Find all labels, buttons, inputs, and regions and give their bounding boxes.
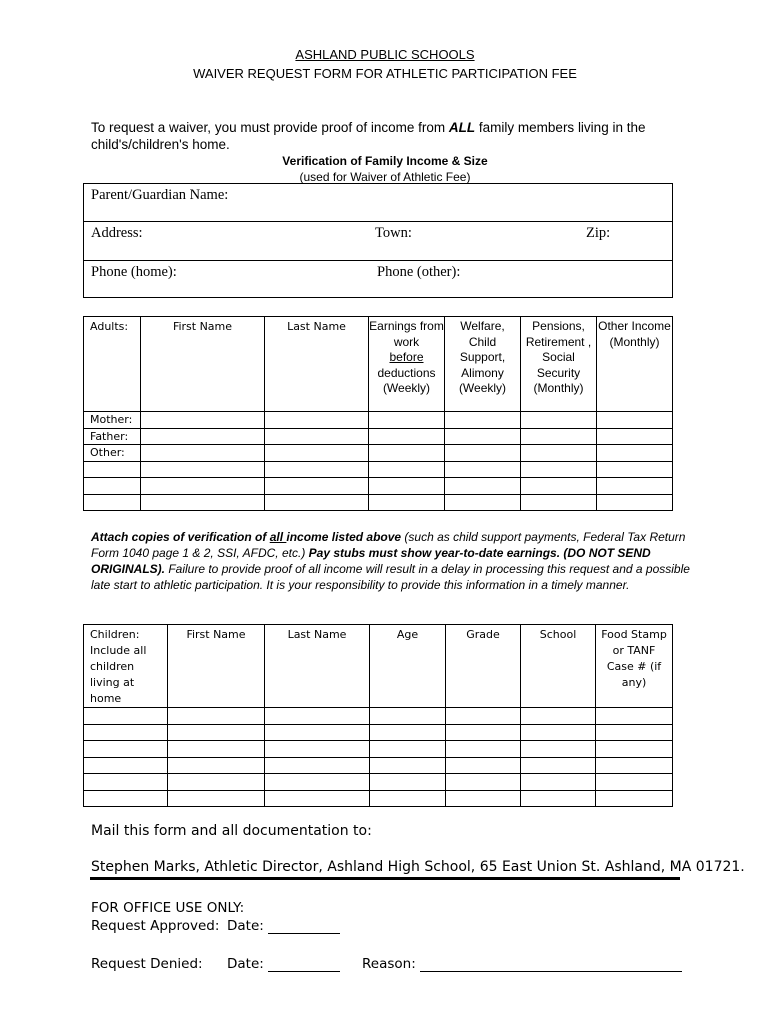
adults-header-row bbox=[84, 317, 673, 412]
adult-cell[interactable] bbox=[521, 478, 597, 495]
adults-income-table bbox=[83, 316, 673, 511]
adult-row-label: Mother: bbox=[84, 412, 141, 429]
adult-cell[interactable] bbox=[369, 494, 445, 511]
adult-cell[interactable] bbox=[369, 461, 445, 478]
child-cell[interactable] bbox=[168, 790, 265, 807]
adult-cell[interactable] bbox=[445, 478, 521, 495]
child-row bbox=[84, 708, 673, 725]
child-cell[interactable] bbox=[265, 790, 370, 807]
form-title: ASHLAND PUBLIC SCHOOLS bbox=[295, 47, 475, 62]
adult-row bbox=[84, 494, 673, 511]
adult-cell[interactable] bbox=[597, 412, 673, 429]
child-cell[interactable] bbox=[168, 724, 265, 741]
food-stamp-header: Food Stamp or TANF Case # (if any) bbox=[596, 625, 673, 708]
child-cell[interactable] bbox=[370, 741, 446, 758]
child-cell[interactable] bbox=[446, 724, 521, 741]
approved-date[interactable] bbox=[227, 918, 340, 934]
earnings-header-a: Earnings from work bbox=[369, 319, 444, 349]
mail-address: Stephen Marks, Athletic Director, Ashland High School, 65 East Union St. Ashland, MA 01721. bbox=[91, 859, 745, 875]
adult-cell[interactable] bbox=[369, 445, 445, 462]
attach-part3: income listed above bbox=[286, 530, 402, 544]
child-cell[interactable] bbox=[596, 724, 673, 741]
earnings-header bbox=[369, 317, 445, 412]
divider bbox=[90, 877, 680, 880]
adult-cell[interactable] bbox=[141, 428, 265, 445]
child-row bbox=[84, 741, 673, 758]
adults-table-body bbox=[84, 412, 673, 511]
adult-cell[interactable] bbox=[521, 412, 597, 429]
adult-row bbox=[84, 478, 673, 495]
intro-after: family members living in the child's/children's home. bbox=[91, 120, 646, 152]
child-cell[interactable] bbox=[84, 741, 168, 758]
adults-header: Adults: bbox=[84, 317, 141, 412]
child-cell[interactable] bbox=[84, 774, 168, 791]
child-cell[interactable] bbox=[521, 741, 596, 758]
adult-cell[interactable] bbox=[521, 461, 597, 478]
phone-other-label: Phone (other): bbox=[377, 264, 461, 280]
attach-part5: Pay stubs must show year-to-date earnings. (DO NOT SEND ORIGINALS). bbox=[91, 546, 651, 576]
denied-date-label: Date: bbox=[227, 956, 264, 972]
adult-cell[interactable] bbox=[265, 412, 369, 429]
verification-subheading: (used for Waiver of Athletic Fee) bbox=[299, 170, 471, 184]
child-cell[interactable] bbox=[596, 708, 673, 725]
school-header: School bbox=[521, 625, 596, 708]
adult-cell[interactable] bbox=[597, 445, 673, 462]
earnings-header-b: before bbox=[389, 350, 424, 364]
form-subtitle: WAIVER REQUEST FORM FOR ATHLETIC PARTICIPATION FEE bbox=[193, 66, 577, 81]
child-cell[interactable] bbox=[521, 774, 596, 791]
adult-cell[interactable] bbox=[265, 478, 369, 495]
adult-cell[interactable] bbox=[141, 494, 265, 511]
denied-label: Request Denied: bbox=[91, 956, 203, 972]
adult-row-label bbox=[84, 461, 141, 478]
intro-before: To request a waiver, you must provide proof of income from bbox=[91, 120, 449, 135]
child-cell[interactable] bbox=[84, 724, 168, 741]
adult-cell[interactable] bbox=[265, 428, 369, 445]
child-cell[interactable] bbox=[84, 757, 168, 774]
child-cell[interactable] bbox=[521, 790, 596, 807]
child-cell[interactable] bbox=[370, 724, 446, 741]
adult-row bbox=[84, 428, 673, 445]
adult-row-label: Father: bbox=[84, 428, 141, 445]
adult-cell[interactable] bbox=[445, 412, 521, 429]
children-table bbox=[83, 624, 673, 807]
adult-cell[interactable] bbox=[521, 428, 597, 445]
child-cell[interactable] bbox=[168, 708, 265, 725]
children-table-body bbox=[84, 708, 673, 807]
adult-first-name-header: First Name bbox=[141, 317, 265, 412]
child-cell[interactable] bbox=[168, 757, 265, 774]
grade-header: Grade bbox=[446, 625, 521, 708]
parent-name-field[interactable] bbox=[84, 184, 672, 222]
adult-cell[interactable] bbox=[521, 494, 597, 511]
town-label: Town: bbox=[375, 225, 412, 241]
adult-cell[interactable] bbox=[141, 478, 265, 495]
child-row bbox=[84, 724, 673, 741]
adult-cell[interactable] bbox=[597, 461, 673, 478]
child-cell[interactable] bbox=[265, 741, 370, 758]
adult-row-label bbox=[84, 478, 141, 495]
child-cell[interactable] bbox=[265, 708, 370, 725]
child-cell[interactable] bbox=[265, 757, 370, 774]
child-cell[interactable] bbox=[168, 741, 265, 758]
child-cell[interactable] bbox=[265, 724, 370, 741]
child-cell[interactable] bbox=[521, 757, 596, 774]
adult-cell[interactable] bbox=[445, 494, 521, 511]
denied-date[interactable] bbox=[227, 956, 340, 972]
adult-row bbox=[84, 412, 673, 429]
adult-cell[interactable] bbox=[445, 428, 521, 445]
intro-text bbox=[91, 119, 691, 153]
attach-part2: all bbox=[269, 530, 287, 544]
adult-cell[interactable] bbox=[597, 428, 673, 445]
adult-last-name-header: Last Name bbox=[265, 317, 369, 412]
pensions-header: Pensions, Retirement , Social Security (Monthly) bbox=[521, 317, 597, 412]
adult-cell[interactable] bbox=[369, 412, 445, 429]
adult-cell[interactable] bbox=[265, 445, 369, 462]
child-cell[interactable] bbox=[596, 757, 673, 774]
child-cell[interactable] bbox=[370, 790, 446, 807]
adult-cell[interactable] bbox=[141, 445, 265, 462]
attach-notice bbox=[91, 529, 691, 593]
adult-cell[interactable] bbox=[597, 478, 673, 495]
child-cell[interactable] bbox=[84, 708, 168, 725]
child-cell[interactable] bbox=[84, 790, 168, 807]
children-header-row bbox=[84, 625, 673, 708]
reason-label: Reason: bbox=[362, 956, 416, 972]
office-use-heading: FOR OFFICE USE ONLY: bbox=[91, 900, 245, 916]
attach-part1: Attach copies of verification of bbox=[91, 530, 270, 544]
phone-home-label: Phone (home): bbox=[91, 264, 177, 280]
attach-part4: (such as child support payments, Federal Tax Return Form 1040 page 1 & 2, SSI, AFDC, etc.) bbox=[91, 530, 686, 560]
adult-cell[interactable] bbox=[369, 428, 445, 445]
child-row bbox=[84, 774, 673, 791]
child-cell[interactable] bbox=[596, 741, 673, 758]
adult-cell[interactable] bbox=[521, 445, 597, 462]
children-header: Children: Include all children living at home bbox=[84, 625, 168, 708]
mail-instruction: Mail this form and all documentation to: bbox=[91, 823, 372, 839]
parent-name-label: Parent/Guardian Name: bbox=[91, 187, 229, 203]
child-cell[interactable] bbox=[370, 708, 446, 725]
contact-info-box bbox=[83, 183, 673, 298]
child-row bbox=[84, 757, 673, 774]
address-row bbox=[84, 222, 672, 261]
approved-date-label: Date: bbox=[227, 918, 264, 934]
child-cell[interactable] bbox=[168, 774, 265, 791]
adult-cell[interactable] bbox=[597, 494, 673, 511]
welfare-header: Welfare, Child Support, Alimony (Weekly) bbox=[445, 317, 521, 412]
age-header: Age bbox=[370, 625, 446, 708]
child-first-name-header: First Name bbox=[168, 625, 265, 708]
child-cell[interactable] bbox=[596, 774, 673, 791]
adult-cell[interactable] bbox=[265, 494, 369, 511]
phone-row bbox=[84, 261, 672, 298]
earnings-header-c: deductions (Weekly) bbox=[377, 365, 436, 395]
child-cell[interactable] bbox=[370, 757, 446, 774]
address-label: Address: bbox=[91, 225, 143, 241]
child-cell[interactable] bbox=[446, 708, 521, 725]
adult-cell[interactable] bbox=[369, 478, 445, 495]
verification-heading: Verification of Family Income & Size bbox=[282, 154, 488, 168]
denied-date-line[interactable] bbox=[268, 957, 340, 972]
adult-row bbox=[84, 461, 673, 478]
approved-label: Request Approved: bbox=[91, 918, 220, 934]
reason-line[interactable] bbox=[420, 957, 682, 972]
adult-cell[interactable] bbox=[141, 412, 265, 429]
child-cell[interactable] bbox=[596, 790, 673, 807]
reason-field[interactable] bbox=[362, 956, 682, 972]
child-cell[interactable] bbox=[446, 741, 521, 758]
child-last-name-header: Last Name bbox=[265, 625, 370, 708]
child-cell[interactable] bbox=[265, 774, 370, 791]
child-cell[interactable] bbox=[521, 708, 596, 725]
adult-cell[interactable] bbox=[141, 461, 265, 478]
zip-label: Zip: bbox=[586, 225, 611, 241]
child-cell[interactable] bbox=[370, 774, 446, 791]
attach-part6: Failure to provide proof of all income will result in a delay in processing this request and a possible late start to athletic participation. It is your responsibility to provide this information in a timely manner. bbox=[91, 562, 690, 592]
child-cell[interactable] bbox=[521, 724, 596, 741]
child-cell[interactable] bbox=[446, 790, 521, 807]
other-income-header: Other Income (Monthly) bbox=[597, 317, 673, 412]
child-cell[interactable] bbox=[446, 774, 521, 791]
child-row bbox=[84, 790, 673, 807]
adult-row-label: Other: bbox=[84, 445, 141, 462]
adult-cell[interactable] bbox=[445, 461, 521, 478]
child-cell[interactable] bbox=[446, 757, 521, 774]
intro-emphasis: ALL bbox=[448, 120, 476, 135]
adult-row bbox=[84, 445, 673, 462]
adult-cell[interactable] bbox=[445, 445, 521, 462]
adult-row-label bbox=[84, 494, 141, 511]
adult-cell[interactable] bbox=[265, 461, 369, 478]
approved-date-line[interactable] bbox=[268, 919, 340, 934]
